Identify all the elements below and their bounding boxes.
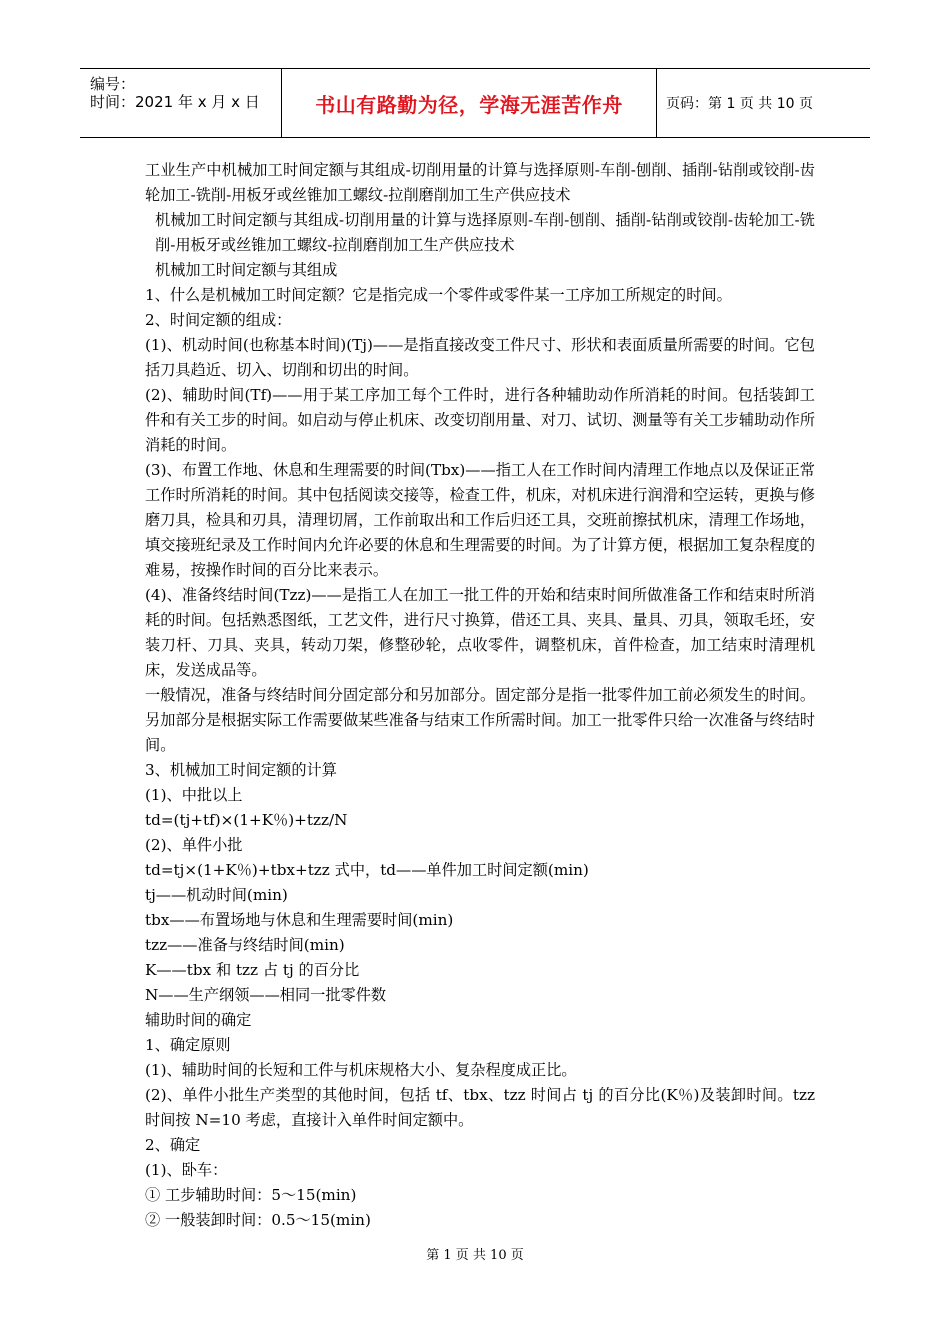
definition: tzz——准备与终结时间(min) bbox=[145, 936, 345, 954]
list-item: ① 工步辅助时间：5～15(min) bbox=[145, 1186, 357, 1204]
header-meta bbox=[80, 69, 280, 137]
paragraph: (1)、中批以上 bbox=[145, 786, 243, 804]
document-number-label: 编号： bbox=[90, 75, 136, 93]
header-motto: 书山有路勤为径，学海无涯苦作舟 bbox=[315, 92, 623, 117]
paragraph: 2、确定 bbox=[145, 1136, 201, 1154]
paragraph: 3、机械加工时间定额的计算 bbox=[145, 761, 337, 779]
formula: td=(tj+tf)×(1+K％)+tzz/N bbox=[145, 811, 348, 829]
section-heading: 辅助时间的确定 bbox=[145, 1011, 252, 1029]
paragraph: 一般情况，准备与终结时间分固定部分和另加部分。固定部分是指一批零件加工前必须发生的时间。另加部分是根据实际工作需要做某些准备与结束工作所需时间。加工一批零件只给一次准备与终结时间。 bbox=[145, 686, 815, 754]
paragraph: (3)、布置工作地、休息和生理需要的时间(Tbx)——指工人在工作时间内清理工作地点以及保证正常工作时所消耗的时间。其中包括阅读交接等，检查工件，机床，对机床进行润滑和空运转，更换与修磨刀具，检具和刃具，清理切屑，工作前取出和工作后归还工具，交班前擦拭机床，清理工作场地，填交接班纪录及工作时间内允许必要的休息和生理需要的时间。为了计算方便，根据加工复杂程度的难易，按操作时间的百分比来表示。 bbox=[145, 461, 815, 579]
header-motto-cell bbox=[281, 69, 657, 137]
page-header bbox=[80, 68, 870, 138]
formula: td=tj×(1+K％)+tbx+tzz 式中，td——单件加工时间定额(min) bbox=[145, 861, 589, 879]
paragraph: (4)、准备终结时间(Tzz)——是指工人在加工一批工件的开始和结束时间所做准备工作和结束时所消耗的时间。包括熟悉图纸，工艺文件，进行尺寸换算，借还工具、夹具、量具、刃具，领取毛坯，安装刀杆、刀具、夹具，转动刀架，修整砂轮，点收零件，调整机床，首件检查，加工结束时清理机床，发送成品等。 bbox=[145, 586, 815, 679]
list-item: ② 一般装卸时间：0.5～15(min) bbox=[145, 1211, 371, 1229]
page-footer: 第 1 页 共 10 页 bbox=[426, 1248, 524, 1263]
paragraph: (1)、辅助时间的长短和工件与机床规格大小、复杂程度成正比。 bbox=[145, 1061, 577, 1079]
header-page-cell bbox=[656, 69, 870, 137]
paragraph: (2)、辅助时间(Tf)——用于某工序加工每个工件时，进行各种辅助动作所消耗的时间。包括装卸工件和有关工步的时间。如启动与停止机床、改变切削用量、对刀、试切、测量等有关工步辅助动作所消耗的时间。 bbox=[145, 386, 815, 454]
document-time-label: 时间：2021 年 x 月 x 日 bbox=[90, 93, 260, 111]
paragraph: 1、什么是机械加工时间定额？它是指完成一个零件或零件某一工序加工所规定的时间。 bbox=[145, 286, 732, 304]
definition: tj——机动时间(min) bbox=[145, 886, 288, 904]
header-page-info: 页码：第 1 页 共 10 页 bbox=[666, 96, 813, 112]
paragraph: (2)、单件小批 bbox=[145, 836, 243, 854]
definition: tbx——布置场地与休息和生理需要时间(min) bbox=[145, 911, 454, 929]
document-body bbox=[145, 158, 815, 1233]
paragraph: 机械加工时间定额与其组成-切削用量的计算与选择原则-车削-刨削、插削-钻削或铰削-齿轮加工-铣削-用板牙或丝锥加工螺纹-拉削磨削加工生产供应技术 bbox=[155, 211, 815, 254]
paragraph: (1)、卧车： bbox=[145, 1161, 228, 1179]
definition: N——生产纲领——相同一批零件数 bbox=[145, 986, 387, 1004]
paragraph: (2)、单件小批生产类型的其他时间，包括 tf、tbx、tzz 时间占 tj 的百分比(K％)及装卸时间。tzz 时间按 N=10 考虑，直接计入单件时间定额中。 bbox=[145, 1086, 815, 1129]
paragraph: 1、确定原则 bbox=[145, 1036, 231, 1054]
definition: K——tbx 和 tzz 占 tj 的百分比 bbox=[145, 961, 360, 979]
paragraph: 工业生产中机械加工时间定额与其组成-切削用量的计算与选择原则-车削-刨削、插削-钻削或铰削-齿轮加工-铣削-用板牙或丝锥加工螺纹-拉削磨削加工生产供应技术 bbox=[145, 161, 815, 204]
section-heading: 机械加工时间定额与其组成 bbox=[155, 261, 338, 279]
paragraph: 2、时间定额的组成： bbox=[145, 311, 292, 329]
paragraph: (1)、机动时间(也称基本时间)(Tj)——是指直接改变工件尺寸、形状和表面质量所需要的时间。它包括刀具趋近、切入、切削和切出的时间。 bbox=[145, 336, 815, 379]
